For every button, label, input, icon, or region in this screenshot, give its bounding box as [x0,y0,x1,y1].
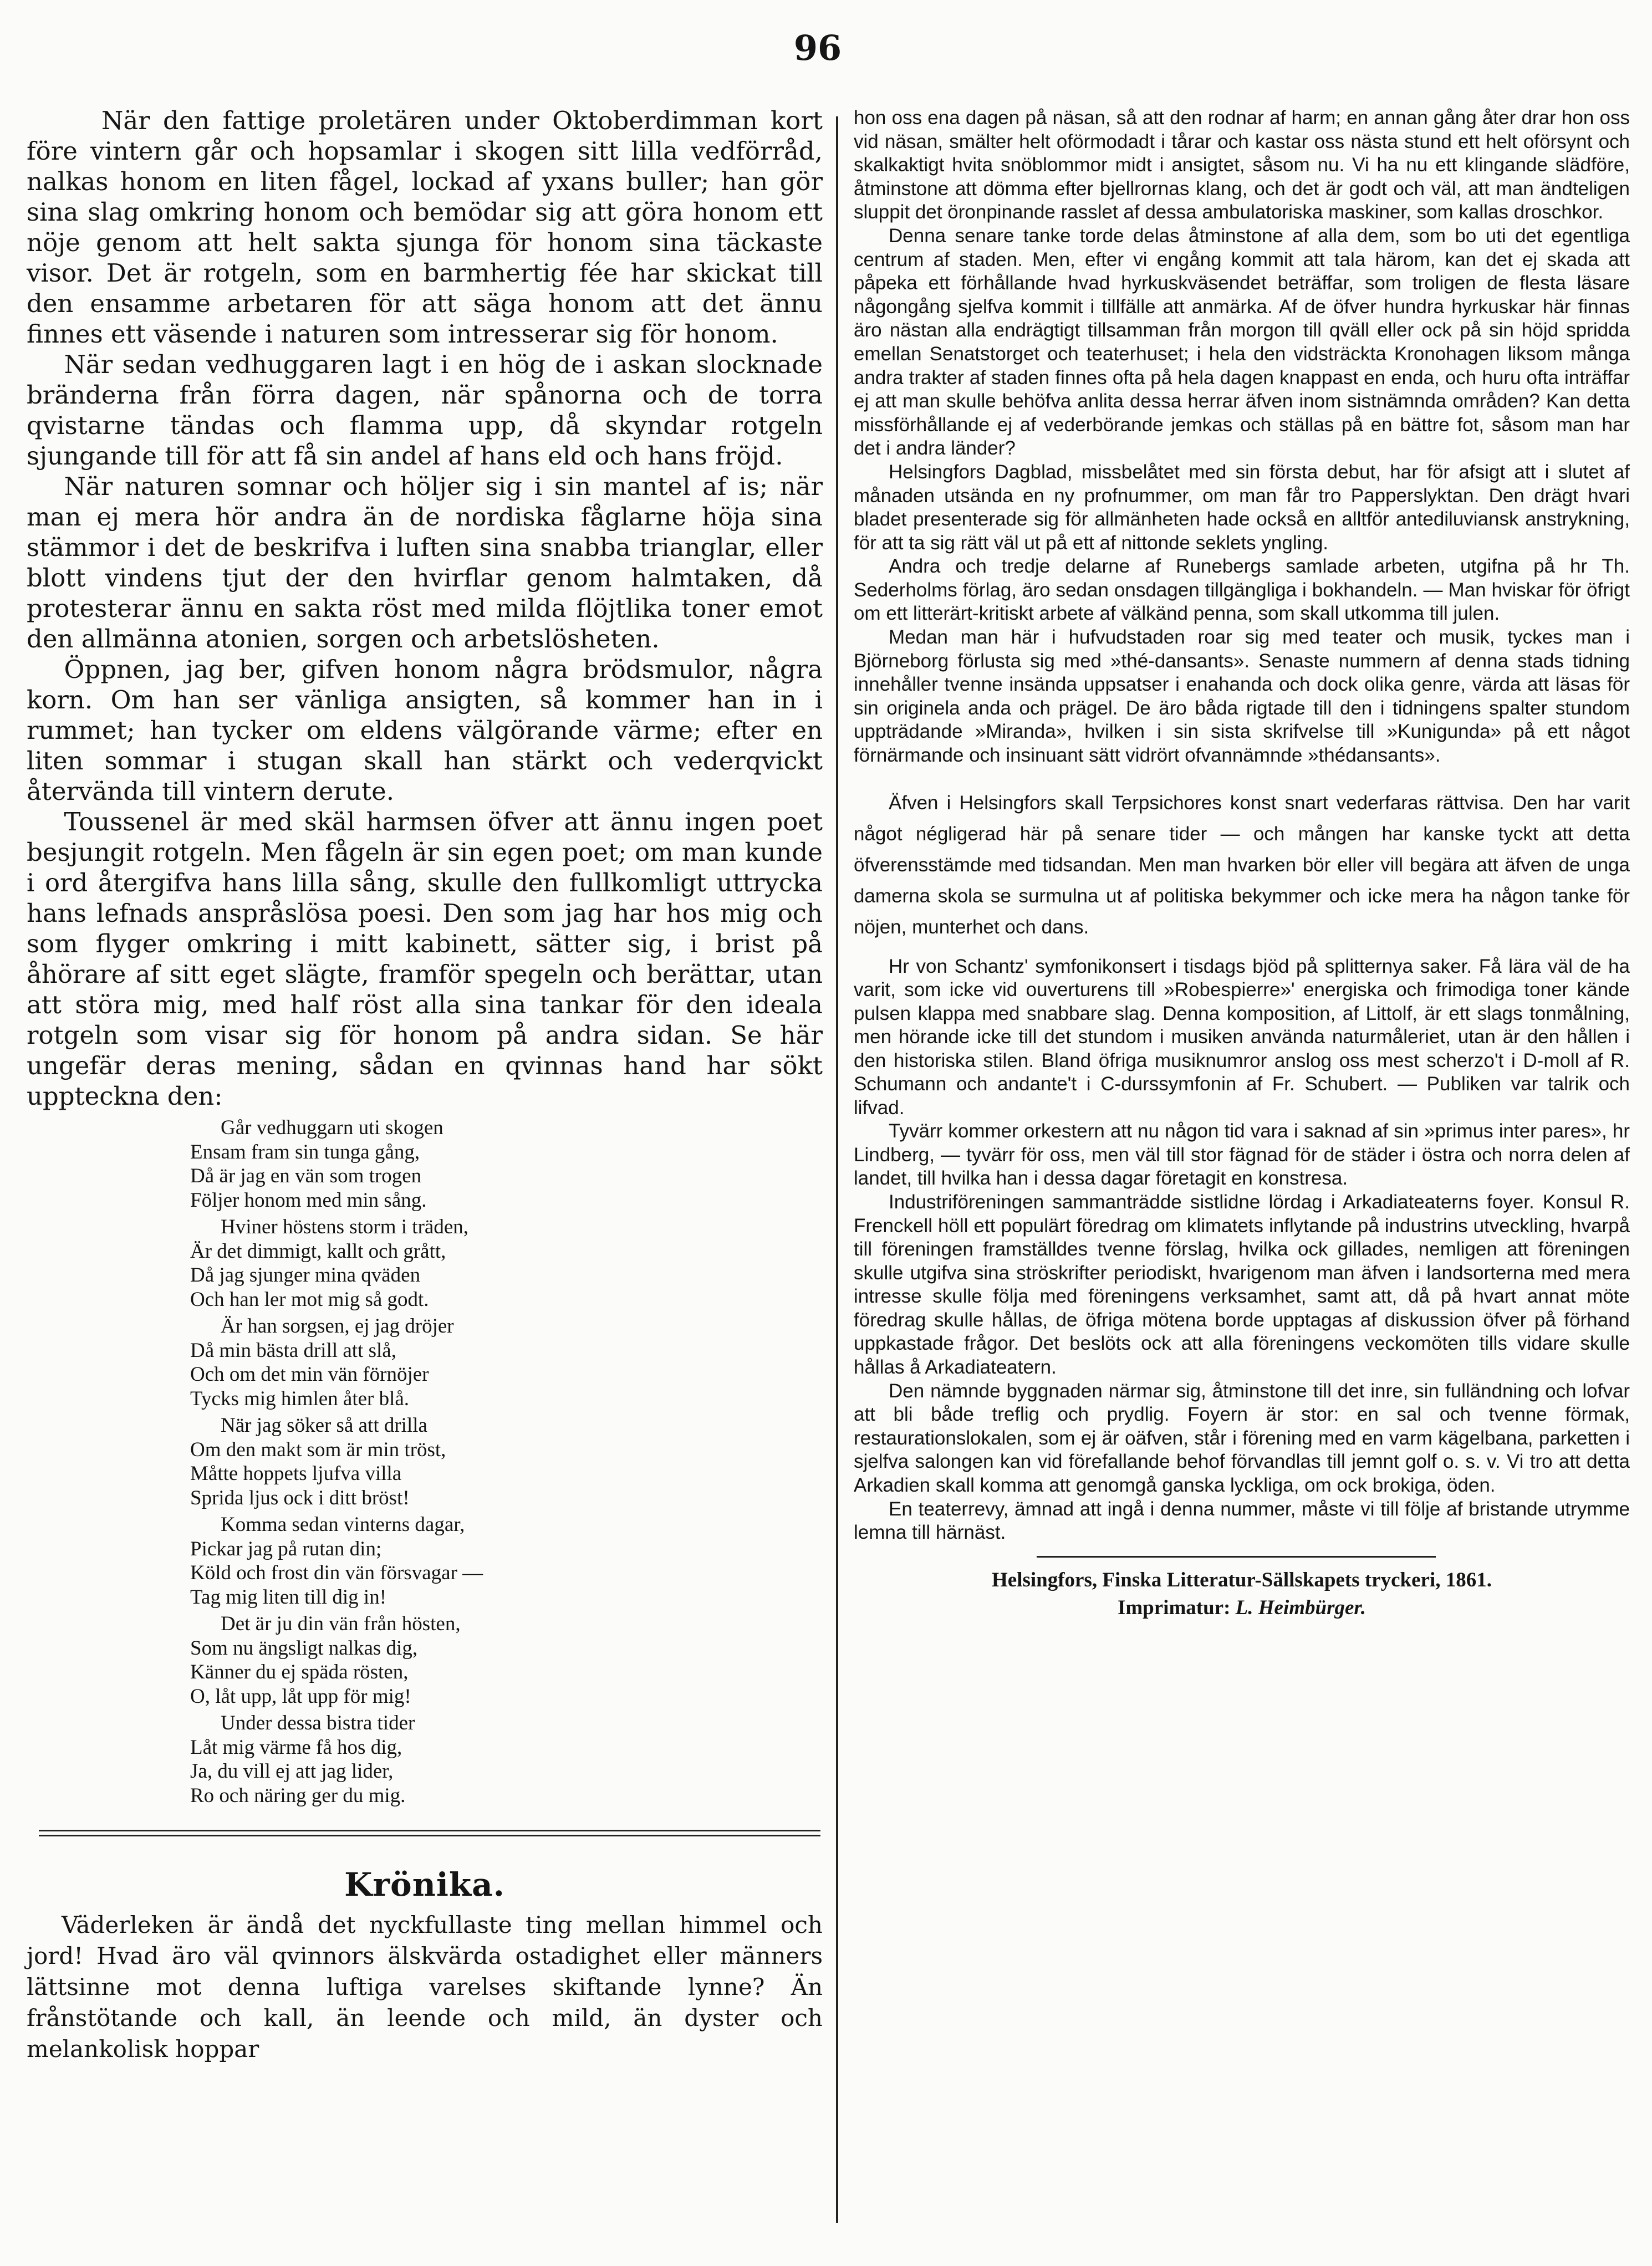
poem-line: Tag mig liten till dig in! [190,1585,387,1609]
poem-stanza [190,1116,823,1212]
poem-line: Låt mig värme få hos dig, [190,1736,402,1759]
page-number: 96 [793,28,842,68]
kronika-paragraph: En teaterrevy, ämnad att ingå i denna nummer, måste vi till följe af bristande utrymme lemna till härnäst. [854,1498,1630,1544]
poem-line: När jag söker så att drilla [221,1414,427,1437]
kronika-paragraph: Andra och tredje delarne af Runebergs samlade arbeten, utgifna på hr Th. Sederholms förlag, äro sedan onsdagen tillgängliga i bokhandeln. — Man hviskar för öfrigt om ett litterärt-kritiskt arbete af välkänd penna, som skall utkomma till julen. [854,555,1630,625]
poem-line: Det är ju din vän från hösten, [221,1612,461,1635]
article-paragraph: När naturen somnar och höljer sig i sin mantel af is; när man ej mera hör andra än de nordiska fåglarne höja sina stämmor i det de beskrifva i luften sina snabba trianglar, eller blott vindens tjut der den hvirflar genom halmtaken, då protesterar ännu en sakta röst med milda flöjtlika toner emot den allmänna atonien, sorgen och arbetslösheten. [27,472,823,654]
imprint-printer: Helsingfors, Finska Litteratur-Sällskapets tryckeri, 1861. [992,1568,1492,1591]
imprint-censor-name: L. Heimbürger. [1235,1596,1367,1619]
section-heading-kronika: Krönika. [344,1866,505,1903]
left-column [27,105,823,2065]
poem-line: Är han sorgsen, ej jag dröjer [221,1315,454,1338]
poem-line: Känner du ej späda rösten, [190,1661,409,1683]
imprint-censor-label: Imprimatur: [1117,1596,1231,1619]
article-paragraph: När den fattige proletären under Oktoberdimman kort före vintern går och hopsamlar i skogen sitt lilla vedförråd, nalkas honom en liten fågel, lockad af yxans buller; han gör sina slag omkring honom och bemödar sig att göra honom ett nöje genom att helt sakta sjunga för honom sina täckaste visor. Det är rotgeln, som en barmhertig fée har skickat till den ensamme arbetaren för att säga honom att det ännu finnes ett väsende i naturen som intresserar sig för honom. [27,106,823,349]
kronika-paragraph: hon oss ena dagen på näsan, så att den rodnar af harm; en annan gång åter drar hon oss vid näsan, smälter helt oförmodadt i tårar och kastar oss nästa stund ett helt oförsynt och skalkaktigt hvita snöblommor midt i ansigtet, såsom nu. Vi ha nu ett klingande slädföre, åtminstone att dömma efter bjellrornas klang, och det är godt och väl, att man ändteligen sluppit det öronpinande rasslet af dessa ambulatoriska maskiner, som kallas droschkor. [854,107,1630,223]
kronika-paragraph: Medan man här i hufvudstaden roar sig med teater och musik, tyckes man i Björneborg förlusta sig med »thé-dansants». Senaste nummern af denna stads tidning innehåller tvenne insända uppsatser i enahanda och dock olika genre, värda att läsas för sin originela anda och prägel. De äro båda rigtade till den i tidningens spalter stundom uppträdande »Miranda», hvilken i sin sista skrifvelse till »Kunigunda» på ett något förnärmande och insinuant sätt vidrört ofvannämnde »thédansants». [854,626,1630,767]
imprint-censor [854,1594,1630,1622]
poem-line: Hviner höstens storm i träden, [221,1216,468,1238]
poem-line: Tycks mig himlen åter blå. [190,1387,410,1410]
poem-line: O, låt upp, låt upp för mig! [190,1685,411,1708]
poem-line: Följer honom med min sång. [190,1188,427,1212]
imprint [854,1566,1630,1622]
poem-line: Då jag sjunger mina qväden [190,1264,421,1287]
poem-stanza [190,1513,823,1609]
article-paragraph: Öppnen, jag ber, gifven honom några brödsmulor, några korn. Om han ser vänliga ansigten, så kommer han in i rummet; han tycker om eldens välgörande värme; efter en liten sommar i stugan skall han stärkt och vederqvickt återvända till vintern derute. [27,655,823,806]
kronika-paragraph: Denna senare tanke torde delas åtminstone af alla dem, som bo uti det egentliga centrum af staden. Men, efter vi engång kommit att tala härom, kan det ej skada att påpeka ett förhållande hvad hyrkuskväsendet beträffar, som troligen de flesta läsare någongång sjelfva kommit i tillfälle att anmärka. Af de öfver hundra hyrkuskar här finnas äro nästan alla endrägtigt tillsamman från morgon till qväll eller ock på sin höjd spridda emellan Senatstorget och teaterhuset; i hela den vidsträckta Kronohagen liksom många andra trakter af staden finnes ofta på hela dagen knappast en enda, och huru ofta inträffar ej att man skulle behöfva anlita dessa herrar äfven inom sistnämnda områden? Kan detta missförhållande ej af vederbörande jemkas och ställas på en bättre fot, såsom man har det i andra länder? [854,224,1630,460]
poem [190,1116,823,1808]
poem-line: Och han ler mot mig så godt. [190,1288,429,1311]
poem-line: Komma sedan vinterns dagar, [221,1513,465,1536]
poem-stanza [190,1413,823,1510]
article-paragraph: Toussenel är med skäl harmsen öfver att ännu ingen poet besjungit rotgeln. Men fågeln är sin egen poet; om man kunde i ord återgifva hans lilla sång, skulle den fullkomligt uttrycka hans lefnads anspråslösa poesi. Den som jag har hos mig och som flyger omkring i mitt kabinett, sätter sig, i brist på åhörare af sitt eget slägte, framför spegeln och berättar, utan att störa mig, med half röst alla sina tankar för den ideala rotgeln som visar sig för honom på andra sidan. Se här ungefär deras mening, sådan en qvinnas hand har sökt uppteckna den: [27,807,823,1111]
poem-line: Måtte hoppets ljufva villa [190,1462,402,1485]
kronika-paragraph: Industriföreningen sammanträdde sistlidne lördag i Arkadiateaterns foyer. Konsul R. Frenckell höll ett populärt föredrag om klimatets inflytande på industrins utveckling, hvarpå till föreningen framställdes tvenne förslag, hvilka ock gillades, nemligen att föreningen skulle utgifva sina ströskrifter periodiskt, hvarigenom man äfven i landsorterna med mera intresse skulle följa med föreningens verksamhet, samt att, då på hvart annat möte föredrag skulle hållas, de öfriga mötena borde upptagas af diskussion öfver på förhand uppkastade frågor. Det beslöts ock att alla föreningens veckomöten tills vidare skulle hållas å Arkadiateatern. [854,1191,1630,1379]
kronika-paragraph: Helsingfors Dagblad, missbelåtet med sin första debut, har för afsigt att i slutet af månaden utsända en ny profnummer, om man får tro Papperslyktan. Den drägt hvari bladet presenterade sig för allmänheten hade också en alltför antediluviansk anstrykning, för att ta sig rätt väl ut på ett af nittonde seklets yngling. [854,461,1630,554]
poem-line: Pickar jag på rutan din; [190,1537,382,1560]
poem-stanza [190,1711,823,1808]
kronika-paragraph: Tyvärr kommer orkestern att nu någon tid vara i saknad af sin »primus inter pares», hr Lindberg, — tyvärr för oss, men väl till stor fägnad för de städer i östra och norra delen af landet, till hvilka han i dessa dagar företagit en konstresa. [854,1120,1630,1190]
poem-stanza [190,1314,823,1411]
poem-line: Om den makt som är min tröst, [190,1438,446,1461]
poem-line: Ensam fram sin tunga gång, [190,1140,420,1163]
section-divider [39,1830,820,1836]
poem-line: Köld och frost din vän försvagar — [190,1561,483,1584]
article-paragraph: När sedan vedhuggaren lagt i en hög de i askan slocknade bränderna från förra dagen, när spånorna och de torra qvistarne tändas och flamma upp, då skyndar rotgeln sjungande till för att få sin andel af hans eld och hans fröjd. [27,350,823,471]
poem-line: Då är jag en vän som trogen [190,1165,422,1187]
kronika-paragraph: Äfven i Helsingfors skall Terpsichores konst snart vederfaras rättvisa. Den har varit något négligerad här på senare tider — och mången har kanske tyckt att detta öfverensstämde med tidsandan. Men man hvarken bör eller vill begära att äfven de unga damerna skola se surmulna ut af politiska bekymmer och icke mera ha någon tanke för nöjen, munterhet och dans. [854,792,1630,938]
imprint-divider [1037,1556,1436,1558]
poem-line: Ro och näring ger du mig. [190,1784,406,1807]
poem-line: Sprida ljus ock i ditt bröst! [190,1486,410,1509]
poem-line: Som nu ängsligt nalkas dig, [190,1636,418,1660]
poem-stanza [190,1215,823,1311]
poem-stanza [190,1612,823,1708]
poem-line: Då min bästa drill att slå, [190,1339,396,1362]
poem-line: Är det dimmigt, kallt och grått, [190,1239,446,1263]
kronika-paragraph: Den nämnde byggnaden närmar sig, åtminstone till det inre, sin fulländning och lofvar att bli både treflig och prydlig. Foyern är stor: en sal och tvenne förmak, restaurationslokalen, som ej är oäfven, står i förening med en varm kägelbana, parketten i sjelfva salongen kan vid förefallande behof förvandlas till jemnt golf o. s. v. Vi tro att detta Arkadien skall komma att genomgå ganska lyckliga, om ock brokiga, öden. [854,1380,1630,1497]
kronika-paragraph: Hr von Schantz' symfonikonsert i tisdags bjöd på splitternya saker. Få lära väl de ha varit, som icke vid ouverturens till »Robespierre»' energiska och frimodiga toner kände pulsen klappa med snabbare slag. Denna komposition, af Littolf, är ett slags tonmålning, men hörande icke till det stundom i musiken använda naturmåleriet, utan är den hållen i den historiska stilen. Bland öfriga musiknumror anslog oss mest scherzo't i D-moll af R. Schumann och andante't i C-durssymfonin af Fr. Schubert. — Publiken var talrik och lifvad. [854,955,1630,1119]
kronika-section [27,1910,823,2065]
kronika-paragraph: Väderleken är ändå det nyckfullaste ting mellan himmel och jord! Hvad äro väl qvinnors älskvärda ostadighet eller männers lättsinne mot denna luftiga varelses skiftande lynne? Än frånstötande och kall, än leende och mild, än dyster och melankolisk hoppar [27,1911,823,2063]
right-column [854,106,1630,1622]
poem-line: Går vedhuggarn uti skogen [221,1116,443,1139]
column-divider [836,116,838,2223]
poem-line: Ja, du vill ej att jag lider, [190,1760,394,1783]
poem-line: Under dessa bistra tider [221,1712,415,1734]
poem-line: Och om det min vän förnöjer [190,1363,429,1386]
